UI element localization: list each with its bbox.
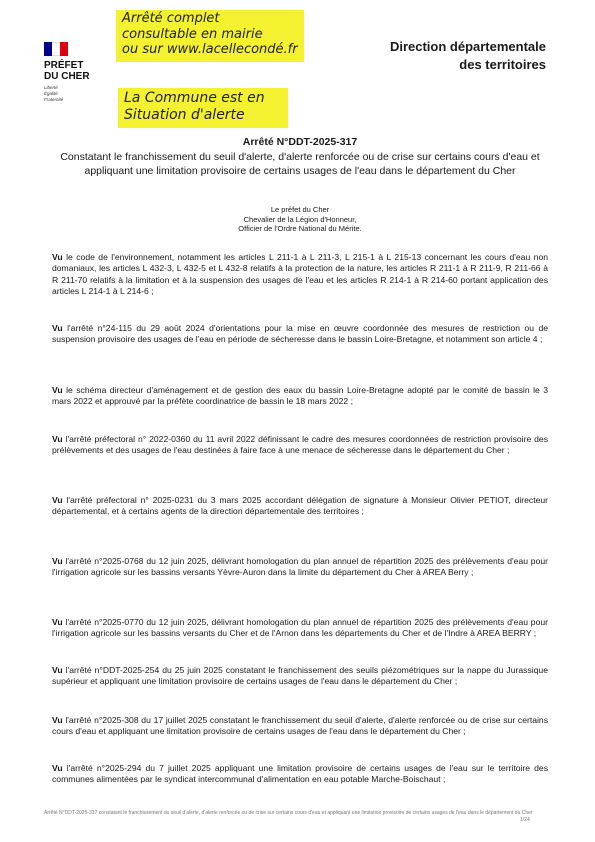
issuing-direction: Direction départementale des territoires [389,39,546,72]
consideration-item: Vu le code de l'environnement, notamment les articles L 211-1 à L 211-3, L 215-1 à L 215-13 concernant les cours d'eau non domaniaux, les articles L 432-3, L 432-5 et L 432-8 relatifs à la protection de la nature, les articles R 211-1 à R 211-9, R 211-66 à R 211-70 relatifs à la limitation et à la suspension des usages de l'eau et les articles R 214-1 à R 214-60 portant application des articles L 214-1 à L 214-6 ; [52,252,548,297]
republic-motto: Liberté Égalité Fraternité [44,85,64,102]
prefecture-name: PRÉFET DU CHER [44,60,90,82]
handwritten-note-alert: La Commune est en Situation d'alerte [124,90,265,123]
signatory: Le préfet du Cher Chevalier de la Légion d'Honneur, Officier de l'Ordre National du Mérite. [238,205,362,233]
page-footer: Arrêté N°DDT-2025-317 constatant le franchissement du seuil d'alerte, d'alerte renforcée ou de crise sur certains cours d'eau et appliquant une limitation provisoire de certains usages de l'eau dans le département du Cher [44,810,533,816]
handwritten-note-consult: Arrêté complet consultable en mairie ou sur www.lacellecondé.fr [122,11,298,57]
consideration-item: Vu l'arrêté n°2025-0768 du 12 juin 2025, délivrant homologation du plan annuel de répartition 2025 des prélèvements d'eau pour l'irrigation agricole sur les bassins versants Yèvre-Auron dans la limite du département du Cher à AREA Berry ; [52,556,548,578]
decree-title [40,135,560,178]
consideration-item: Vu le schéma directeur d'aménagement et de gestion des eaux du bassin Loire-Bretagne adopté par le comité de bassin le 3 mars 2022 et approuvé par la préfète coordinatrice de bassin le 18 mars 2022 ; [52,385,548,407]
consideration-item: Vu l'arrêté préfectoral n° 2022-0360 du 11 avril 2022 définissant le cadre des mesures coordonnées de restriction provisoire des prélèvements et des usages de l'eau destinées à faire face à une menace de sécheresse dans le département du Cher ; [52,434,548,456]
decree-subtitle: Constatant le franchissement du seuil d'alerte, d'alerte renforcée ou de crise sur certains cours d'eau et appliquant une limitation provisoire de certains usages de l'eau dans le département du Cher [60,151,540,177]
page-number: 1/24 [520,817,530,823]
decree-number: Arrêté N°DDT-2025-317 [242,136,358,148]
consideration-item: Vu l'arrêté n°2025-308 du 17 juillet 2025 constatant le franchissement du seuil d'alerte, d'alerte renforcée ou de crise sur certains cours d'eau et appliquant une limitation provisoire de certains usages de l'eau dans le département du Cher ; [52,715,548,737]
consideration-item: Vu l'arrêté n°2025-0770 du 12 juin 2025, délivrant homologation du plan annuel de répartition 2025 des prélèvements d'eau pour l'irrigation agricole sur les bassins versants du Cher et de l'Arnon dans les départements du Cher et de l'Indre à AREA BERRY ; [52,617,548,639]
consideration-item: Vu l'arrêté n°2025-294 du 7 juillet 2025 appliquant une limitation provisoire de certains usages de l'eau sur le territoire des communes alimentées par le syndicat intercommunal d'alimentation en eau potable Marche-Boischaut ; [52,763,548,785]
consideration-item: Vu l'arrêté préfectoral n° 2025-0231 du 3 mars 2025 accordant délégation de signature à Monsieur Olivier PETIOT, directeur départemental, et à certains agents de la direction départementale des territoires ; [52,495,548,517]
consideration-item: Vu l'arrêté n°24-115 du 29 août 2024 d'orientations pour la mise en œuvre coordonnée des mesures de restriction ou de suspension provisoire des usages de l'eau en période de sécheresse dans le bassin Loire-Bretagne, et notamment son article 4 ; [52,323,548,345]
consideration-item: Vu l'arrêté n°DDT-2025-254 du 25 juin 2025 constatant le franchissement des seuils piézométriques sur la nappe du Jurassique supérieur et appliquant une limitation provisoire de certains usages de l'eau dans le département du Cher ; [52,665,548,687]
prefecture-logo [44,42,114,103]
marianne-flag-icon [44,42,68,56]
